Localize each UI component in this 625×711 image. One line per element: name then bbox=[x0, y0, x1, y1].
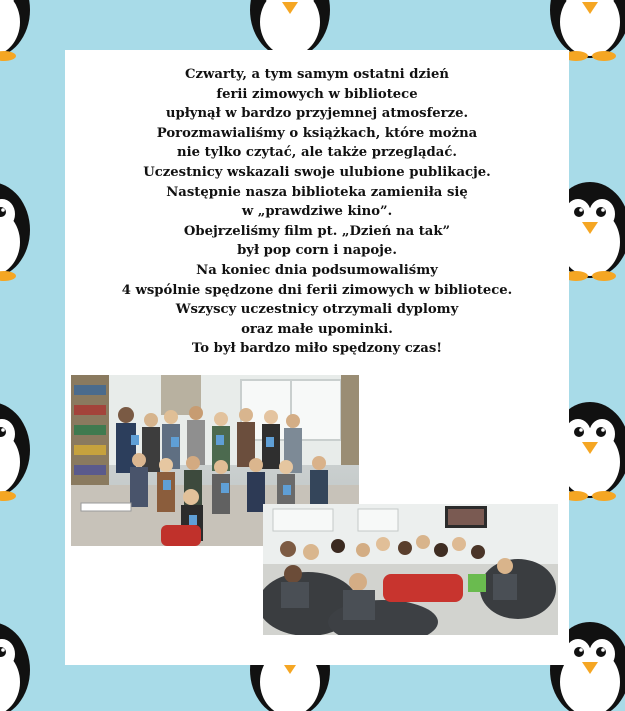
text-line: Porozmawialiśmy o książkach, które można bbox=[156, 125, 478, 141]
text-line: nie tylko czytać, ale także przeglądać. bbox=[177, 145, 457, 161]
text-line: Wszyscy uczestnicy otrzymali dyplomy bbox=[175, 302, 459, 318]
text-line: 4 wspólnie spędzone dni ferii zimowych w bibliotece. bbox=[121, 282, 513, 298]
text-line: Czwarty, a tym samym ostatni dzień bbox=[185, 67, 449, 82]
text-line: w „prawdziwe kino”. bbox=[241, 204, 393, 220]
text-line: oraz małe upominki. bbox=[241, 321, 393, 337]
text-line: Na koniec dnia podsumowaliśmy bbox=[196, 262, 438, 278]
content-panel bbox=[65, 50, 569, 665]
text-line: upłynął w bardzo przyjemnej atmosferze. bbox=[165, 106, 469, 122]
post-text bbox=[65, 65, 569, 359]
text-line: Obejrzeliśmy film pt. „Dzień na tak” bbox=[183, 223, 451, 239]
text-line: Uczestnicy wskazali swoje ulubione publikacje. bbox=[143, 164, 491, 180]
text-line: był pop corn i napoje. bbox=[237, 243, 397, 259]
text-line: To był bardzo miło spędzony czas! bbox=[191, 341, 443, 357]
text-line: ferii zimowych w bibliotece bbox=[216, 86, 418, 102]
text-line: Następnie nasza biblioteka zamieniła się bbox=[166, 184, 468, 200]
library-cinema-photo bbox=[263, 504, 558, 635]
